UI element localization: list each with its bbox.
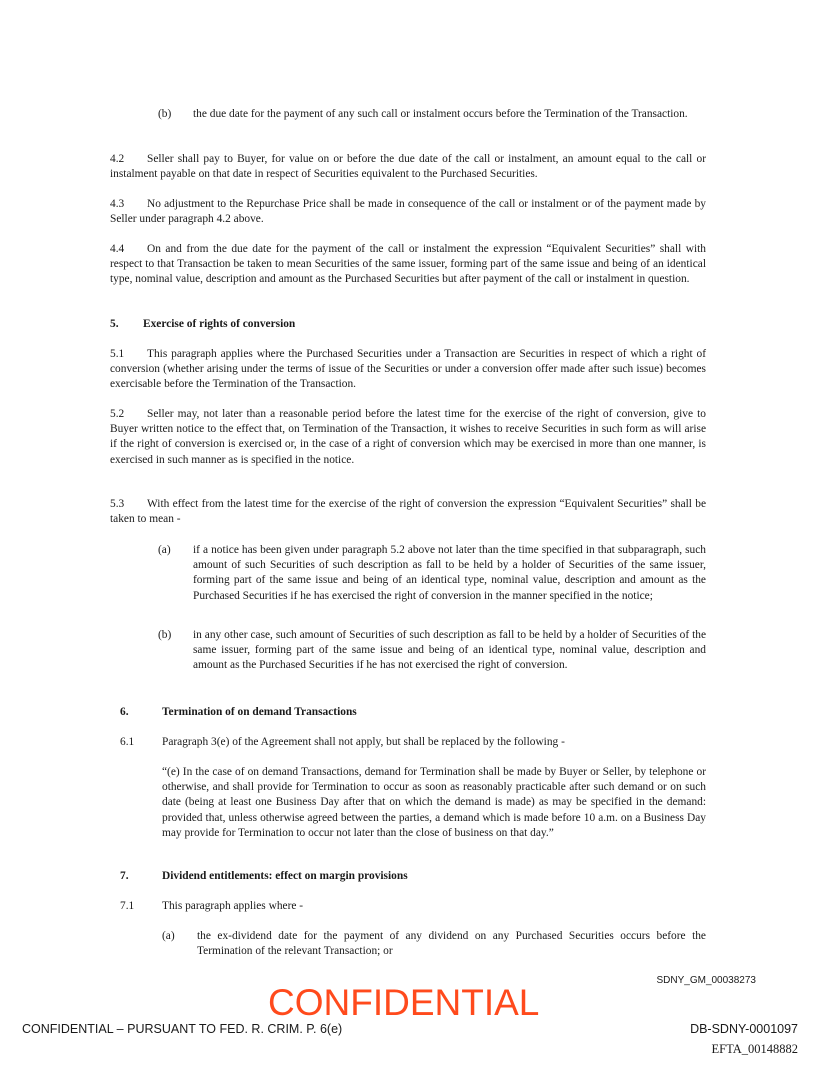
clause-7-1-a: (a) the ex-dividend date for the payment of any dividend on any Purchased Securities occurs before the Termination of the relevant Transaction; or	[162, 930, 706, 958]
clause-6-1: 6.1 Paragraph 3(e) of the Agreement shall not apply, but shall be replaced by the following -	[120, 736, 565, 748]
confidential-legend: CONFIDENTIAL – PURSUANT TO FED. R. CRIM. P. 6(e)	[22, 1022, 343, 1036]
bates-number-db: DB-SDNY-0001097	[690, 1022, 798, 1036]
clause-5-2: 5.2 Seller may, not later than a reasonable period before the latest time for the exercise of the right of conversion, give to Buyer written notice to the effect that, on Termination of the Transaction, it wishes to receive Securities in such form as will arise if the right of conversion is exercised or, in the case of a right of conversion which may be exercised in more than one manner, is exercised in such manner as is specified in the notice.	[110, 408, 706, 466]
clause-4-3: 4.3 No adjustment to the Repurchase Price shall be made in consequence of the call or instalment or of the payment made by Seller under paragraph 4.2 above.	[110, 198, 706, 226]
efta-number: EFTA_00148882	[711, 1042, 798, 1056]
clause-5-1: 5.1 This paragraph applies where the Purchased Securities under a Transaction are Securities in respect of which a right of conversion (whether arising under the terms of issue of the Securities or under a conversion offer made after such issue) becomes exercisable before the Termination of the Transaction.	[110, 348, 706, 391]
clause-4-4: 4.4 On and from the due date for the payment of the call or instalment the expression “Equivalent Securities” shall with respect to that Transaction be taken to mean Securities of the same issuer, forming part of the same issue and being of an identical type, nominal value, description and amount as the Purchased Securities but after payment of the call or instalment in question.	[110, 243, 706, 286]
bates-number-gm: SDNY_GM_00038273	[656, 975, 756, 986]
clause-4-2: 4.2 Seller shall pay to Buyer, for value on or before the due date of the call or instalment, an amount equal to the call or instalment payable on that date in respect of Securities equivalent to the Purchased Securities.	[110, 153, 706, 181]
heading-5: 5. Exercise of rights of conversion	[110, 318, 296, 330]
clause-4-1-b: (b) the due date for the payment of any such call or instalment occurs before the Termination of the Transaction.	[158, 108, 688, 120]
heading-7: 7. Dividend entitlements: effect on margin provisions	[120, 870, 408, 882]
clause-6-1-quote: “(e) In the case of on demand Transactions, demand for Termination shall be made by Buyer or Seller, by telephone or otherwise, and shall provide for Termination to occur as soon as reasonably practicable after such demand or on such date (being at least one Business Day after that on which the demand is made) as may be specified in the demand: provided that, unless otherwise agreed between the parties, a demand which is made before 10 a.m. on a Business Day may provide for Termination to occur not later than the close of business on that day.”	[162, 766, 706, 839]
clause-5-3: 5.3 With effect from the latest time for the exercise of the right of conversion the expression “Equivalent Securities” shall be taken to mean -	[110, 498, 706, 526]
heading-6: 6. Termination of on demand Transactions	[120, 706, 357, 718]
confidential-stamp: CONFIDENTIAL	[268, 982, 540, 1023]
clause-5-3-a: (a) if a notice has been given under paragraph 5.2 above not later than the time specified in that subparagraph, such amount of such Securities of such description as fall to be held by a holder of Securities of the same issuer, forming part of the same issue and being of an identical type, nominal value, description and amount as the Purchased Securities if he has exercised the right of conversion in the manner specified in the notice;	[158, 544, 706, 602]
clause-7-1: 7.1 This paragraph applies where -	[120, 900, 304, 912]
clause-5-3-b: (b) in any other case, such amount of Securities of such description as fall to be held by a holder of Securities of the same issuer, forming part of the same issue and being of an identical type, nominal value, description and amount as the Purchased Securities if he has not exercised the right of conversion.	[158, 629, 706, 672]
